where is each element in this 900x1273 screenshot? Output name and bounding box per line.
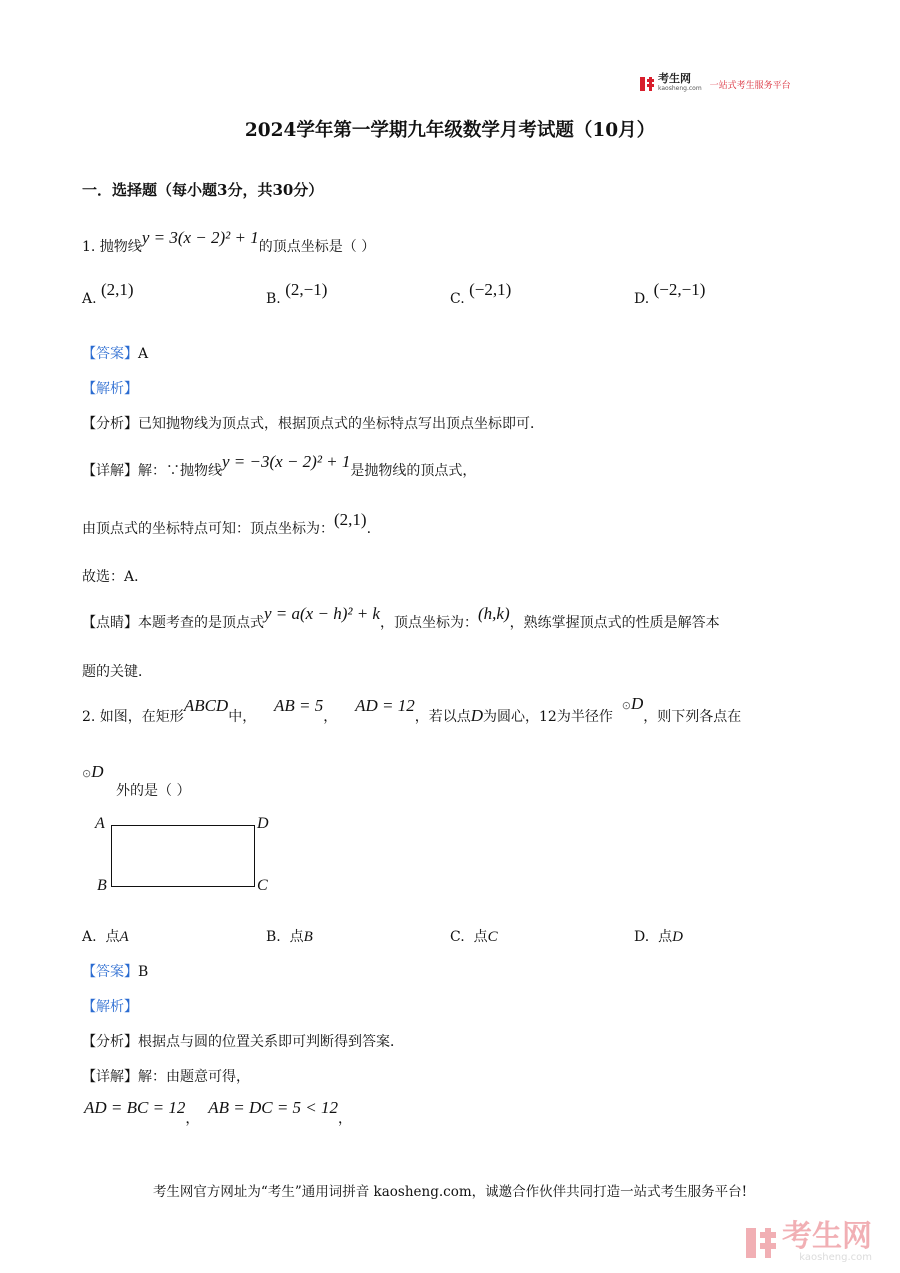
watermark: 考生网 kaosheng.com	[746, 1222, 872, 1263]
logo-slogan: 一站式考生服务平台	[709, 80, 791, 91]
figure-label-b: B	[97, 877, 107, 894]
rectangle-abcd	[111, 825, 255, 887]
q2-rectangle-figure	[95, 815, 285, 900]
q2-stem: 2. 如图，在矩形ABCD中， AB = 5， AD = 12，若以点D为圆心，12为半径作 ⊙D，则下列各点在	[82, 694, 742, 725]
q1-fenxi: 【分析】已知抛物线为顶点式，根据顶点式的坐标特点写出顶点坐标即可．	[82, 416, 544, 432]
page-footer: 考生网官方网址为“考生”通用词拼音 kaosheng.com，诚邀合作伙伴共同打造一站式考生服务平台!	[152, 1184, 748, 1200]
q2-xiangjie: 【详解】解：由题意可得，	[82, 1069, 250, 1085]
q1-option-d[interactable]: D. (−2,−1)	[634, 280, 706, 307]
page-title: 2024学年第一学期九年级数学月考试题（10月）	[244, 120, 656, 141]
q1-dianjing: 【点睛】本题考查的是顶点式y = a(x − h)² + k，顶点坐标为：(h,k)，熟练掌握顶点式的性质是解答本	[82, 604, 720, 631]
q2-option-a[interactable]: A. 点A	[82, 929, 129, 945]
figure-label-d: D	[257, 815, 269, 832]
q2-option-b[interactable]: B. 点B	[266, 929, 313, 945]
q1-answer: 【答案】A	[82, 346, 149, 362]
q2-answer: 【答案】B	[82, 964, 149, 980]
q2-equations: AD = BC = 12， AB = DC = 5 < 12，	[84, 1098, 353, 1127]
watermark-logo-icon	[746, 1228, 776, 1258]
figure-label-c: C	[257, 877, 268, 894]
q1-analysis-tag: 【解析】	[82, 381, 138, 397]
q1-expression: y = 3(x − 2)² + 1	[141, 228, 259, 247]
q1-option-c[interactable]: C. (−2,1)	[450, 280, 512, 307]
q2-stem-cont: ⊙D 外的是（ ）	[82, 762, 191, 799]
q1-option-a[interactable]: A. (2,1)	[82, 280, 134, 307]
q2-fenxi: 【分析】根据点与圆的位置关系即可判断得到答案．	[82, 1034, 404, 1050]
q1-xiangjie: 【详解】解：∵抛物线y = −3(x − 2)² + 1是抛物线的顶点式，	[82, 452, 477, 479]
header-logo	[640, 74, 791, 94]
q2-option-d[interactable]: D. 点D	[634, 929, 683, 945]
figure-label-a: A	[95, 815, 105, 832]
q1-choice: 故选：A．	[82, 569, 149, 585]
section-heading: 一．选择题（每小题3分，共30分）	[82, 181, 324, 199]
q1-option-b[interactable]: B. (2,−1)	[266, 280, 328, 307]
q2-analysis-tag: 【解析】	[82, 999, 138, 1015]
q2-option-c[interactable]: C. 点C	[450, 929, 498, 945]
logo-icon	[640, 77, 654, 91]
logo-brand: 考生网 kaosheng.com	[658, 72, 702, 92]
q1-vertex-line: 由顶点式的坐标特点可知：顶点坐标为：(2,1).	[82, 510, 372, 537]
q1-stem: 1. 抛物线y = 3(x − 2)² + 1的顶点坐标是（ ）	[82, 228, 376, 255]
q1-dianjing-cont: 题的关键．	[82, 664, 152, 680]
